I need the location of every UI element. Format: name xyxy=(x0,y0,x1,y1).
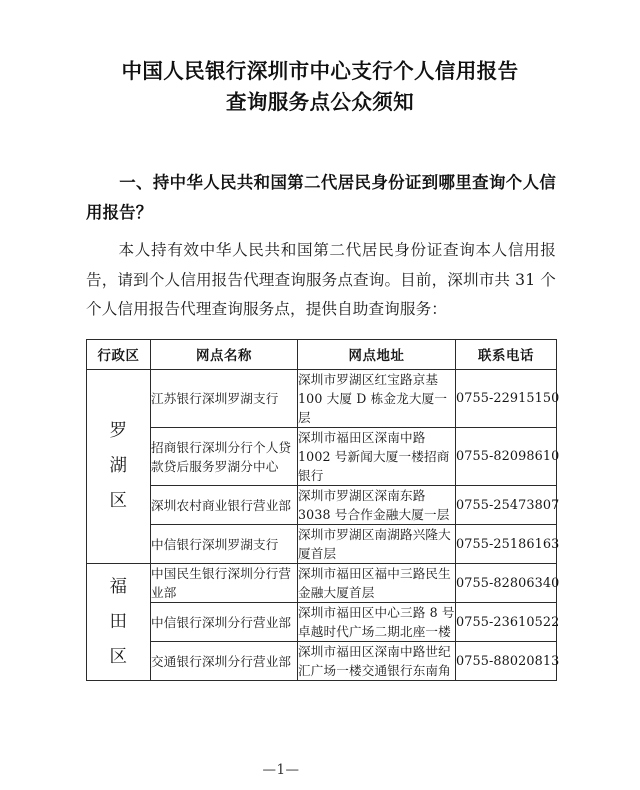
district-char: 田 xyxy=(109,611,128,632)
page-title-line-2: 查询服务点公众须知 xyxy=(225,90,415,114)
branch-name: 中信银行深圳罗湖支行 xyxy=(151,525,298,564)
district-char: 区 xyxy=(109,646,128,667)
table-row xyxy=(87,564,557,603)
table-row xyxy=(87,370,557,428)
branch-address: 深圳市福田区中心三路 8 号卓越时代广场二期北座一楼 xyxy=(298,603,456,642)
column-header-phone: 联系电话 xyxy=(456,340,557,370)
branch-name: 招商银行深圳分行个人贷款贷后服务罗湖分中心 xyxy=(151,428,298,486)
district-cell-luohu xyxy=(87,370,151,564)
branch-address: 深圳市罗湖区红宝路京基 100 大厦 D 栋金龙大厦一层 xyxy=(298,370,456,428)
body-paragraph-text: 本人持有效中华人民共和国第二代居民身份证查询本人信用报告，请到个人信用报告代理查询服务点查询。目前，深圳市共 31 个个人信用报告代理查询服务点，提供自助查询服务： xyxy=(86,241,556,318)
branch-phone: 0755-23610522 xyxy=(456,603,557,642)
table-row xyxy=(87,428,557,486)
table-body xyxy=(87,370,560,681)
district-cell-futian xyxy=(87,564,151,681)
page-title xyxy=(70,56,570,118)
branch-phone: 0755-82806340 xyxy=(456,564,557,603)
service-points-table xyxy=(86,339,560,681)
table-row xyxy=(87,603,557,642)
branch-phone: 0755-25473807 xyxy=(456,486,557,525)
table-row xyxy=(87,642,557,681)
branch-address: 深圳市罗湖区深南东路 3038 号合作金融大厦一层 xyxy=(298,486,456,525)
section-heading xyxy=(86,168,556,228)
branch-name: 交通银行深圳分行营业部 xyxy=(151,642,298,681)
district-char: 区 xyxy=(109,491,128,511)
column-header-name: 网点名称 xyxy=(151,340,298,370)
branch-name: 江苏银行深圳罗湖支行 xyxy=(151,370,298,428)
section-heading-text: 一、持中华人民共和国第二代居民身份证到哪里查询个人信用报告？ xyxy=(86,173,556,222)
branch-phone: 0755-22915150 xyxy=(456,370,557,428)
branch-address: 深圳市福田区深南中路世纪汇广场一楼交通银行东南角 xyxy=(298,642,456,681)
branch-phone: 0755-25186163 xyxy=(456,525,557,564)
district-char: 湖 xyxy=(109,456,128,476)
branch-phone: 0755-88020813 xyxy=(456,642,557,681)
branch-name: 深圳农村商业银行营业部 xyxy=(151,486,298,525)
district-char: 罗 xyxy=(109,421,128,441)
branch-name: 中国民生银行深圳分行营业部 xyxy=(151,564,298,603)
branch-address: 深圳市福田区福中三路民生金融大厦首层 xyxy=(298,564,456,603)
table-header-row xyxy=(87,340,557,370)
page-number: —1— xyxy=(262,762,300,778)
branch-address: 深圳市福田区深南中路 1002 号新闻大厦一楼招商银行 xyxy=(298,428,456,486)
branch-address: 深圳市罗湖区南湖路兴隆大厦首层 xyxy=(298,525,456,564)
branch-name: 中信银行深圳分行营业部 xyxy=(151,603,298,642)
table-row xyxy=(87,525,557,564)
district-char: 福 xyxy=(109,576,128,597)
body-paragraph xyxy=(86,236,556,325)
page-title-line-1: 中国人民银行深圳市中心支行个人信用报告 xyxy=(121,59,519,83)
table-row xyxy=(87,486,557,525)
column-header-address: 网点地址 xyxy=(298,340,456,370)
column-header-district: 行政区 xyxy=(87,340,151,370)
branch-phone: 0755-82098610 xyxy=(456,428,557,486)
